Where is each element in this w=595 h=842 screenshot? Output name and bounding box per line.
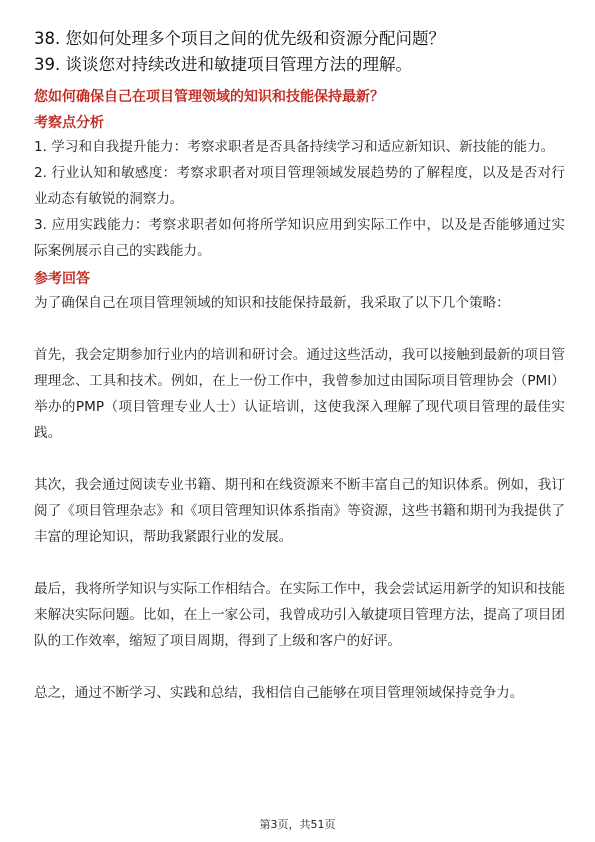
analysis-item-1: 1. 学习和自我提升能力：考察求职者是否具备持续学习和适应新知识、新技能的能力。 <box>34 139 555 155</box>
paragraph-gap <box>34 316 565 342</box>
section-question: 您如何确保自己在项目管理领域的知识和技能保持最新？ <box>34 89 384 105</box>
paragraph-gap <box>34 446 565 472</box>
analysis-item-3: 3. 应用实践能力：考察求职者如何将所学知识应用到实际工作中，以及是否能够通过实际案例展示自己的实践能力。 <box>34 217 565 259</box>
paragraph-gap <box>34 654 565 680</box>
answer-intro: 为了确保自己在项目管理领域的知识和技能保持最新，我采取了以下几个策略： <box>34 295 510 311</box>
analysis-heading: 考察点分析 <box>34 115 104 131</box>
paragraph-gap <box>34 550 565 576</box>
analysis-item-2: 2. 行业认知和敏感度：考察求职者对项目管理领域发展趋势的了解程度，以及是否对行业动态有敏锐的洞察力。 <box>34 165 565 207</box>
question-38: 38. 您如何处理多个项目之间的优先级和资源分配问题？ <box>34 29 445 48</box>
answer-paragraph-3: 最后，我将所学知识与实际工作相结合。在实际工作中，我会尝试运用新学的知识和技能来解决实际问题。比如，在上一家公司，我曾成功引入敏捷项目管理方法，提高了项目团队的工作效率，缩短了项目周期，得到了上级和客户的好评。 <box>34 581 565 649</box>
answer-heading: 参考回答 <box>34 271 90 287</box>
answer-paragraph-4: 总之，通过不断学习、实践和总结，我相信自己能够在项目管理领域保持竞争力。 <box>34 685 524 701</box>
question-39: 39. 谈谈您对持续改进和敏捷项目管理方法的理解。 <box>34 55 412 74</box>
answer-paragraph-2: 其次，我会通过阅读专业书籍、期刊和在线资源来不断丰富自己的知识体系。例如，我订阅了《项目管理杂志》和《项目管理知识体系指南》等资源，这些书籍和期刊为我提供了丰富的理论知识，帮助我紧跟行业的发展。 <box>34 477 565 545</box>
answer-paragraph-1: 首先，我会定期参加行业内的培训和研讨会。通过这些活动，我可以接触到最新的项目管理理念、工具和技术。例如，在上一份工作中，我曾参加过由国际项目管理协会（PMI）举办的PMP（项目管理专业人士）认证培训，这使我深入理解了现代项目管理的最佳实践。 <box>34 347 565 441</box>
page-footer: 第3页，共51页 <box>259 818 336 831</box>
